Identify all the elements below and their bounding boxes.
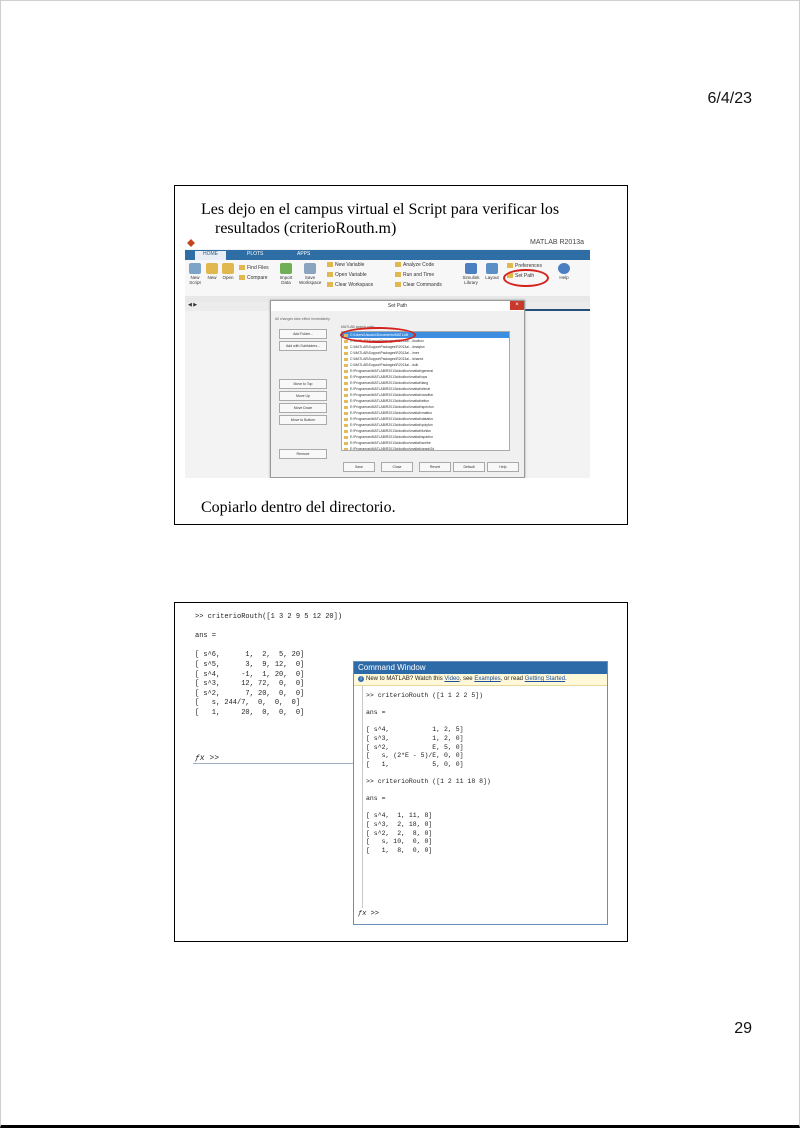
set-path-label: Set Path bbox=[515, 273, 535, 279]
command-prompt-1[interactable] bbox=[195, 754, 219, 763]
prompt-symbol: >> bbox=[209, 754, 220, 763]
command-window-output bbox=[366, 692, 491, 855]
folder-icon bbox=[344, 394, 348, 397]
layout-label: Layout bbox=[485, 275, 499, 280]
folder-icon bbox=[344, 382, 348, 385]
new-label: New bbox=[207, 275, 217, 280]
fx-icon: ƒx bbox=[358, 910, 367, 918]
slide-1 bbox=[174, 185, 628, 525]
simulink-icon bbox=[465, 263, 477, 274]
path-text: E:\Programas\MATLAB\R2013a\toolbox\matlab\datafun bbox=[350, 417, 434, 421]
move-up-button[interactable]: Move Up bbox=[279, 391, 327, 401]
path-text: E:\Programas\MATLAB\R2013a\toolbox\matlab\matfun bbox=[350, 411, 433, 415]
folder-icon bbox=[344, 352, 348, 355]
info-text: New to MATLAB? Watch this bbox=[366, 676, 443, 682]
table-row: [ 1, 8, 0, 0] bbox=[366, 846, 433, 854]
folder-icon bbox=[344, 436, 348, 439]
clear-commands-button[interactable] bbox=[395, 282, 442, 288]
path-text: C:\MATLAB\SupportPackages\R2013a\...\toolbox bbox=[350, 339, 424, 343]
new-variable-icon bbox=[327, 262, 333, 267]
analyze-code-icon bbox=[395, 262, 401, 267]
path-text: E:\Programas\MATLAB\R2013a\toolbox\matlab\scribe bbox=[350, 441, 431, 445]
table-row: [ s, 244/7, 0, 0, 0] bbox=[195, 699, 301, 708]
folder-icon bbox=[344, 364, 348, 367]
ans-label: ans = bbox=[366, 709, 386, 717]
selected-folder-highlight-circle bbox=[340, 327, 416, 343]
add-folder-button[interactable]: Add Folder... bbox=[279, 329, 327, 339]
divider bbox=[193, 763, 355, 764]
folder-icon bbox=[344, 412, 348, 415]
table-row: [ s^2, E, 5, 0] bbox=[366, 743, 464, 751]
folder-icon bbox=[344, 424, 348, 427]
slide-2 bbox=[174, 602, 628, 942]
new-icon bbox=[206, 263, 218, 274]
info-icon: i bbox=[358, 676, 364, 682]
prompt-symbol: >> bbox=[370, 910, 380, 918]
help-button[interactable] bbox=[557, 263, 571, 280]
table-row: [ s^4, 1, 2, 5] bbox=[366, 726, 464, 734]
ans-label: ans = bbox=[195, 632, 217, 641]
clear-workspace-icon bbox=[327, 282, 333, 287]
matlab-tabs bbox=[185, 250, 590, 260]
folder-icon bbox=[344, 406, 348, 409]
page-number: 29 bbox=[734, 1020, 752, 1037]
find-files-label: Find Files bbox=[247, 265, 269, 271]
close-icon[interactable]: × bbox=[510, 301, 524, 310]
table-row: [ s^4, -1, 1, 20, 0] bbox=[195, 670, 305, 679]
folder-icon bbox=[344, 358, 348, 361]
tab-apps[interactable]: APPS bbox=[297, 251, 311, 257]
folder-icon bbox=[344, 370, 348, 373]
run-and-time-icon bbox=[395, 272, 401, 277]
getting-started-link[interactable]: Getting Started bbox=[524, 676, 566, 682]
path-text: E:\Programas\MATLAB\R2013a\toolbox\matlab\sparfun bbox=[350, 435, 434, 439]
new-variable-button[interactable] bbox=[327, 262, 364, 268]
path-text: E:\Programas\MATLAB\R2013a\toolbox\matlab\lang bbox=[350, 381, 429, 385]
layout-icon bbox=[486, 263, 498, 274]
path-text: C:\MATLAB\SupportPackages\R2013a\...\mex bbox=[350, 351, 420, 355]
analyze-code-label: Analyze Code bbox=[403, 262, 435, 268]
video-link[interactable]: Video bbox=[444, 676, 460, 682]
path-text: E:\Programas\MATLAB\R2013a\toolbox\matlab\specfun bbox=[350, 405, 434, 409]
new-script-label: New Script bbox=[189, 275, 201, 285]
search-path-list[interactable] bbox=[341, 331, 510, 451]
folder-icon bbox=[344, 346, 348, 349]
find-files-button[interactable] bbox=[239, 265, 269, 271]
command-1-text: >> criterioRouth([1 3 2 9 5 12 20]) bbox=[195, 613, 343, 621]
move-to-bottom-button[interactable]: Move to Bottom bbox=[279, 415, 327, 425]
open-variable-label: Open Variable bbox=[335, 272, 367, 278]
path-text: C:\MATLAB\SupportPackages\R2013a\...\sdk bbox=[350, 363, 419, 367]
clear-commands-label: Clear Commands bbox=[403, 282, 442, 288]
import-data-button[interactable] bbox=[277, 263, 295, 285]
tab-home[interactable]: HOME bbox=[195, 251, 226, 260]
open-label: Open bbox=[222, 275, 234, 280]
slide-1-caption: Copiarlo dentro del directorio. bbox=[201, 499, 396, 516]
set-path-dialog-title: Set Path bbox=[271, 301, 524, 311]
info-text-see: , see bbox=[459, 676, 473, 682]
clear-workspace-label: Clear Workspace bbox=[335, 282, 374, 288]
revert-button[interactable]: Revert bbox=[419, 462, 451, 472]
table-row: [ s^2, 7, 20, 0, 0] bbox=[195, 689, 305, 698]
new-script-icon bbox=[189, 263, 201, 274]
folder-icon bbox=[344, 448, 348, 451]
path-text: E:\Programas\MATLAB\R2013a\toolbox\matlab\ops bbox=[350, 375, 428, 379]
path-text: E:\Programas\MATLAB\R2013a\toolbox\matlab\general bbox=[350, 369, 434, 373]
info-text-dot: . bbox=[565, 676, 567, 682]
help-icon bbox=[558, 263, 570, 274]
matlab-ribbon bbox=[185, 260, 590, 297]
command-window bbox=[353, 661, 608, 925]
folder-icon bbox=[344, 418, 348, 421]
table-row: [ s^3, 1, 2, 0] bbox=[366, 734, 464, 742]
table-row: [ s, 10, 0, 0] bbox=[366, 838, 433, 846]
table-row: [ s^2, 2, 8, 0] bbox=[366, 829, 433, 837]
table-row: [ s^3, 2, 18, 0] bbox=[366, 820, 433, 828]
table-row: [ s^3, 12, 72, 0, 0] bbox=[195, 680, 305, 689]
matlab-logo-icon bbox=[187, 239, 195, 247]
new-script-button[interactable] bbox=[187, 263, 203, 285]
folder-icon bbox=[344, 376, 348, 379]
examples-link[interactable]: Examples bbox=[474, 676, 501, 682]
tab-plots[interactable]: PLOTS bbox=[247, 251, 264, 257]
remove-button[interactable]: Remove bbox=[279, 449, 327, 459]
matlab-titlebar bbox=[185, 238, 590, 249]
path-text: E:\Programas\MATLAB\R2013a\toolbox\matlab\randfun bbox=[350, 393, 434, 397]
command-prompt-2[interactable] bbox=[358, 910, 379, 918]
table-row: [ s^5, 3, 9, 12, 0] bbox=[195, 660, 305, 669]
analyze-code-button[interactable] bbox=[395, 262, 434, 268]
open-variable-icon bbox=[327, 272, 333, 277]
clear-commands-icon bbox=[395, 282, 401, 287]
add-with-subfolders-button[interactable]: Add with Subfolders... bbox=[279, 341, 327, 351]
matlab-window-title: MATLAB R2013a bbox=[530, 239, 584, 246]
help-dialog-button[interactable]: Help bbox=[487, 462, 519, 472]
move-to-top-button[interactable]: Move to Top bbox=[279, 379, 327, 389]
table-row: [ s^6, 1, 2, 5, 20] bbox=[195, 651, 305, 660]
set-path-dialog bbox=[270, 300, 525, 478]
folder-icon bbox=[344, 442, 348, 445]
run-and-time-label: Run and Time bbox=[403, 272, 435, 278]
forward-arrow-icon[interactable]: ▶ bbox=[193, 302, 198, 308]
help-label: Help bbox=[559, 275, 569, 280]
compare-icon bbox=[239, 275, 245, 280]
path-text: C:\MATLAB\SupportPackages\R2013a\...\shared bbox=[350, 357, 424, 361]
fx-icon: ƒx bbox=[195, 754, 205, 763]
new-button[interactable] bbox=[205, 263, 219, 280]
simulink-label: Simulink Library bbox=[462, 275, 480, 285]
matlab-screenshot bbox=[185, 238, 590, 478]
toolbar-accent-line bbox=[515, 309, 590, 311]
info-bar bbox=[354, 674, 607, 686]
margin-line bbox=[362, 686, 363, 908]
command-3-text: >> criterioRouth ([1 2 11 18 8]) bbox=[366, 777, 491, 785]
table-row: [ s^4, 1, 11, 8] bbox=[366, 812, 433, 820]
save-button[interactable]: Save bbox=[343, 462, 375, 472]
table-row: [ 1, 20, 0, 0, 0] bbox=[195, 708, 305, 717]
import-data-icon bbox=[280, 263, 292, 274]
command-2-text: >> criterioRouth ([1 1 2 2 5]) bbox=[366, 692, 484, 699]
preferences-label: Preferences bbox=[515, 263, 542, 269]
header-date: 6/4/23 bbox=[707, 90, 752, 107]
layout-button[interactable] bbox=[485, 263, 499, 280]
save-workspace-button[interactable] bbox=[299, 263, 321, 285]
ans-label: ans = bbox=[366, 795, 386, 803]
close-button[interactable]: Close bbox=[381, 462, 413, 472]
path-text: E:\Programas\MATLAB\R2013a\toolbox\matlab\elmat bbox=[350, 387, 431, 391]
simulink-library-button[interactable] bbox=[461, 263, 481, 285]
open-folder-icon bbox=[222, 263, 234, 274]
find-files-icon bbox=[239, 265, 245, 270]
run-and-time-button[interactable] bbox=[395, 272, 434, 278]
save-workspace-icon bbox=[304, 263, 316, 274]
save-workspace-label: Save Workspace bbox=[299, 275, 322, 285]
command-window-title: Command Window bbox=[354, 662, 607, 674]
folder-icon bbox=[344, 400, 348, 403]
path-text: E:\Programas\MATLAB\R2013a\toolbox\matlab\elfun bbox=[350, 399, 430, 403]
import-data-label: Import Data bbox=[279, 275, 293, 285]
compare-label: Compare bbox=[247, 275, 268, 281]
default-button[interactable]: Default bbox=[453, 462, 485, 472]
table-row: [ 1, 5, 0, 0] bbox=[366, 760, 464, 768]
preferences-icon bbox=[507, 263, 513, 268]
path-list-item[interactable] bbox=[342, 446, 509, 451]
folder-icon bbox=[344, 388, 348, 391]
compare-button[interactable] bbox=[239, 275, 268, 281]
move-down-button[interactable]: Move Down bbox=[279, 403, 327, 413]
folder-icon bbox=[344, 340, 348, 343]
slide-1-text-line-1: Les dejo en el campus virtual el Script para verificar los bbox=[201, 201, 560, 218]
new-variable-label: New Variable bbox=[335, 262, 365, 268]
table-row: [ s, (2*E - 5)/E, 0, 0] bbox=[366, 752, 464, 760]
info-text-or-read: , or read bbox=[500, 676, 524, 682]
search-path-label: MATLAB search path: bbox=[341, 325, 375, 329]
path-text: C:\MATLAB\SupportPackages\R2013a\...\imaqhw bbox=[350, 345, 425, 349]
folder-icon bbox=[344, 430, 348, 433]
set-path-highlight-circle bbox=[503, 269, 549, 287]
back-arrow-icon[interactable]: ◀ bbox=[188, 302, 192, 308]
open-button[interactable] bbox=[221, 263, 235, 280]
set-path-hint: All changes take effect immediately. bbox=[275, 317, 331, 321]
path-text: E:\Programas\MATLAB\R2013a\toolbox\matlab\graph2d bbox=[350, 447, 435, 451]
path-text: C:\Users\Usuario\Documents\MATLAB bbox=[350, 333, 409, 337]
path-text: E:\Programas\MATLAB\R2013a\toolbox\matlab\funfun bbox=[350, 429, 432, 433]
slide-1-text-line-2: resultados (criterioRouth.m) bbox=[215, 220, 397, 237]
open-variable-button[interactable] bbox=[327, 272, 367, 278]
path-text: E:\Programas\MATLAB\R2013a\toolbox\matlab\polyfun bbox=[350, 423, 433, 427]
clear-workspace-button[interactable] bbox=[327, 282, 373, 288]
